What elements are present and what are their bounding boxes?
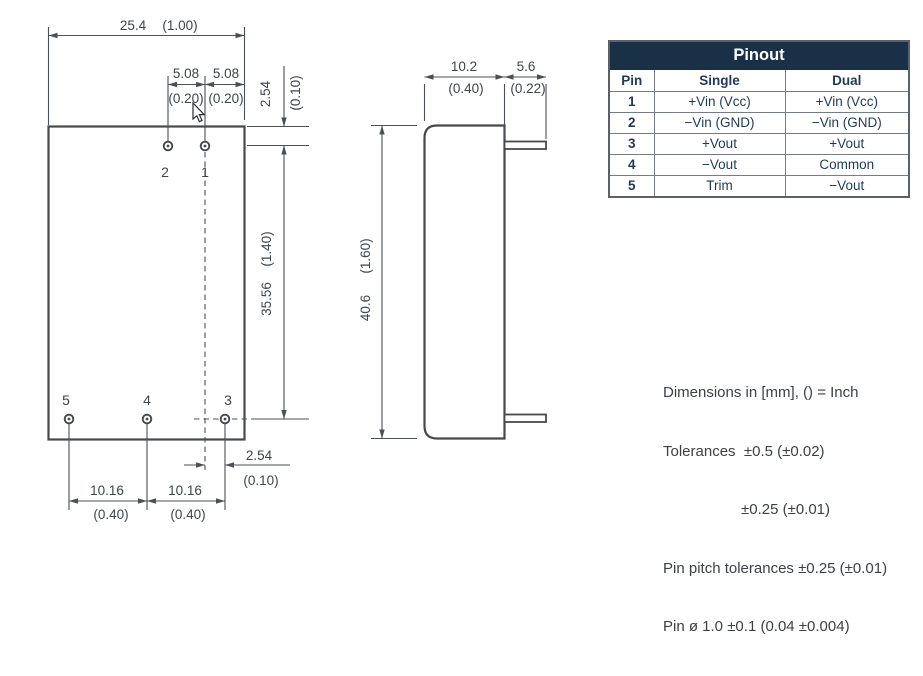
dim-pin3-offset-mm: 2.54 [245, 448, 273, 463]
side-view [358, 59, 546, 439]
dim-pin3-offset-in: (0.10) [243, 473, 279, 488]
pinout-cell: −Vin (GND) [785, 113, 909, 134]
pinout-cell: 5 [609, 176, 654, 198]
dim-top-to-pins-mm: 2.54 [258, 80, 273, 108]
pinout-cell: 4 [609, 155, 654, 176]
dim-pin1-pitch-mm: 5.08 [212, 66, 240, 81]
dim-pin2-pitch-in: (0.20) [168, 91, 204, 106]
dim-pin-length-in: (0.22) [510, 81, 546, 96]
dim-depth-mm: 10.2 [450, 59, 478, 74]
pinout-cell: +Vin (Vcc) [654, 92, 785, 113]
pinout-cell: +Vin (Vcc) [785, 92, 909, 113]
dim-body-width-in: (1.00) [162, 18, 198, 33]
note-line: Tolerances ±0.5 (±0.02) [663, 442, 825, 460]
dim-pitch-4-3-mm: 10.16 [168, 483, 202, 498]
dim-top-to-pins-in: (0.10) [288, 75, 303, 111]
pinout-cell: Trim [654, 176, 785, 198]
side-pin-bottom [505, 415, 547, 423]
pinout-table [608, 40, 910, 198]
dim-pitch-4-3-in: (0.40) [170, 507, 206, 522]
table-row [609, 155, 909, 176]
table-row [609, 134, 909, 155]
note-line: ±0.25 (±0.01) [741, 501, 831, 518]
dim-height-mm: 40.6 [358, 294, 373, 322]
pinout-cell: 2 [609, 113, 654, 134]
dim-body-width-mm: 25.4 [119, 18, 147, 33]
col-header-pin: Pin [609, 70, 654, 92]
col-header-single: Single [654, 70, 785, 92]
pinout-cell: 3 [609, 134, 654, 155]
pinout-title: Pinout [609, 41, 909, 70]
pinout-header-row [609, 70, 909, 92]
pinout-cell: −Vout [785, 176, 909, 198]
pin-label-4: 4 [143, 392, 151, 408]
table-row [609, 176, 909, 198]
dim-pin-length-mm: 5.6 [516, 59, 536, 74]
pinout-title-row [609, 41, 909, 70]
pinout-cell: −Vin (GND) [654, 113, 785, 134]
dim-pin-rows-mm: 35.56 [259, 282, 274, 316]
pinout-cell: 1 [609, 92, 654, 113]
pin-label-2: 2 [161, 164, 169, 180]
dim-pin2-pitch-mm: 5.08 [172, 66, 200, 81]
col-header-dual: Dual [785, 70, 909, 92]
dim-height-in: (1.60) [358, 238, 373, 274]
dim-pin-rows-in: (1.40) [259, 231, 274, 267]
pinout-section [608, 40, 908, 198]
pin-label-5: 5 [62, 392, 70, 408]
table-row [609, 113, 909, 134]
pin-label-1: 1 [201, 164, 209, 180]
dim-pitch-5-4-mm: 10.16 [90, 483, 124, 498]
pinout-cell: +Vout [785, 134, 909, 155]
pinout-cell: Common [785, 155, 909, 176]
side-pin-top [505, 142, 547, 150]
note-line: Pin ø 1.0 ±0.1 (0.04 ±0.004) [663, 618, 850, 635]
pinout-cell: +Vout [654, 134, 785, 155]
note-line: Dimensions in [mm], () = Inch [663, 384, 859, 401]
side-body-outline [425, 126, 505, 439]
note-line: Pin pitch tolerances ±0.25 (±0.01) [663, 559, 888, 577]
pinout-cell: −Vout [654, 155, 785, 176]
dim-pin1-pitch-in: (0.20) [208, 91, 244, 106]
dim-pitch-5-4-in: (0.40) [93, 507, 129, 522]
pin-label-3: 3 [224, 392, 232, 408]
dim-depth-in: (0.40) [448, 81, 484, 96]
table-row [609, 92, 909, 113]
dimension-notes [663, 344, 919, 676]
front-view [49, 18, 310, 522]
